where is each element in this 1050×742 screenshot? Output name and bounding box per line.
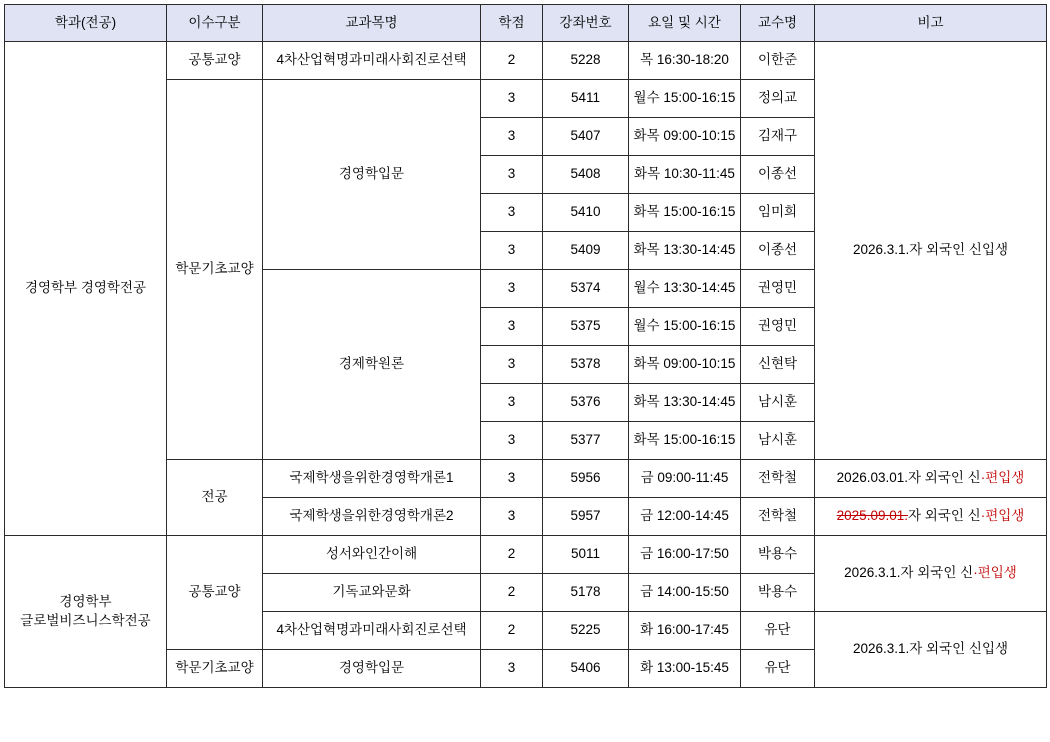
cell-professor: 박용수 [741, 574, 815, 612]
cell-credit: 3 [481, 156, 543, 194]
cell-note-global-freshman: 2026.3.1.자 외국인 신입생 [815, 612, 1047, 688]
cell-note-transfer-2 [815, 498, 1047, 536]
cell-credit: 2 [481, 574, 543, 612]
note-separator-dot: · [980, 508, 986, 524]
cell-professor: 전학철 [741, 460, 815, 498]
table-header [5, 5, 1047, 42]
cell-class-number: 5408 [543, 156, 629, 194]
cell-professor: 신현탁 [741, 346, 815, 384]
cell-professor: 유단 [741, 650, 815, 688]
cell-credit: 3 [481, 308, 543, 346]
note-transfer-1-suffix: 편입생 [985, 470, 1025, 486]
cell-note-transfer-1 [815, 460, 1047, 498]
cell-day-time: 금 12:00-14:45 [629, 498, 741, 536]
cell-class-number: 5011 [543, 536, 629, 574]
note-global-transfer-suffix: 편입생 [977, 565, 1017, 581]
table-body [5, 42, 1047, 688]
cell-day-time: 화목 13:30-14:45 [629, 384, 741, 422]
department-line-1: 경영학부 [59, 594, 112, 610]
cell-credit: 3 [481, 346, 543, 384]
cell-course-type: 공통교양 [167, 42, 263, 80]
cell-professor: 권영민 [741, 270, 815, 308]
cell-day-time: 월수 13:30-14:45 [629, 270, 741, 308]
column-header-professor: 교수명 [741, 5, 815, 42]
note-separator-dot: · [980, 470, 986, 486]
cell-day-time: 월수 15:00-16:15 [629, 308, 741, 346]
cell-course-name: 경제학원론 [263, 270, 481, 460]
table-header-row [5, 5, 1047, 42]
cell-credit: 3 [481, 460, 543, 498]
cell-course-name: 국제학생을위한경영학개론1 [263, 460, 481, 498]
cell-class-number: 5376 [543, 384, 629, 422]
cell-credit: 3 [481, 422, 543, 460]
cell-department [5, 536, 167, 688]
cell-professor: 임미희 [741, 194, 815, 232]
column-header-class-number: 강좌번호 [543, 5, 629, 42]
cell-day-time: 화목 09:00-10:15 [629, 346, 741, 384]
cell-day-time: 금 16:00-17:50 [629, 536, 741, 574]
cell-professor: 남시훈 [741, 422, 815, 460]
cell-class-number: 5228 [543, 42, 629, 80]
cell-course-type: 학문기초교양 [167, 80, 263, 460]
cell-course-type: 전공 [167, 460, 263, 536]
cell-course-name: 경영학입문 [263, 650, 481, 688]
cell-class-number: 5378 [543, 346, 629, 384]
cell-class-number: 5406 [543, 650, 629, 688]
cell-note-foreign-freshman: 2026.3.1.자 외국인 신입생 [815, 42, 1047, 460]
note-transfer-1-prefix: 2026.03.01.자 외국인 신 [836, 470, 981, 486]
cell-professor: 박용수 [741, 536, 815, 574]
cell-department: 경영학부 경영학전공 [5, 42, 167, 536]
cell-day-time: 화목 10:30-11:45 [629, 156, 741, 194]
cell-class-number: 5409 [543, 232, 629, 270]
cell-professor: 김재구 [741, 118, 815, 156]
cell-class-number: 5957 [543, 498, 629, 536]
column-header-credit: 학점 [481, 5, 543, 42]
cell-day-time: 화 13:00-15:45 [629, 650, 741, 688]
cell-credit: 3 [481, 232, 543, 270]
note-global-transfer-prefix: 2026.3.1.자 외국인 신 [844, 565, 974, 581]
cell-credit: 3 [481, 118, 543, 156]
note-transfer-2-suffix: 편입생 [985, 508, 1025, 524]
cell-class-number: 5956 [543, 460, 629, 498]
cell-professor: 유단 [741, 612, 815, 650]
cell-day-time: 월수 15:00-16:15 [629, 80, 741, 118]
note-separator-dot: · [973, 565, 978, 581]
cell-day-time: 금 09:00-11:45 [629, 460, 741, 498]
cell-professor: 이종선 [741, 232, 815, 270]
column-header-department: 학과(전공) [5, 5, 167, 42]
cell-day-time: 화목 13:30-14:45 [629, 232, 741, 270]
cell-professor: 정의교 [741, 80, 815, 118]
column-header-note: 비고 [815, 5, 1047, 42]
cell-day-time: 화목 15:00-16:15 [629, 422, 741, 460]
cell-credit: 3 [481, 498, 543, 536]
cell-professor: 이종선 [741, 156, 815, 194]
cell-credit: 2 [481, 612, 543, 650]
cell-credit: 3 [481, 650, 543, 688]
cell-course-name: 경영학입문 [263, 80, 481, 270]
cell-class-number: 5374 [543, 270, 629, 308]
cell-course-name: 4차산업혁명과미래사회진로선택 [263, 42, 481, 80]
cell-day-time: 화목 09:00-10:15 [629, 118, 741, 156]
cell-day-time: 금 14:00-15:50 [629, 574, 741, 612]
cell-course-name: 기독교와문화 [263, 574, 481, 612]
column-header-course-type: 이수구분 [167, 5, 263, 42]
cell-class-number: 5407 [543, 118, 629, 156]
note-transfer-2-strikethrough-date: 2025.09.01. [836, 508, 908, 524]
cell-class-number: 5411 [543, 80, 629, 118]
cell-class-number: 5377 [543, 422, 629, 460]
column-header-course-name: 교과목명 [263, 5, 481, 42]
cell-professor: 남시훈 [741, 384, 815, 422]
cell-class-number: 5375 [543, 308, 629, 346]
cell-credit: 3 [481, 384, 543, 422]
note-transfer-2-mid: 자 외국인 신 [907, 508, 981, 524]
cell-course-name: 성서와인간이해 [263, 536, 481, 574]
table-row [5, 536, 1047, 574]
department-line-2: 글로벌비즈니스학전공 [20, 612, 151, 628]
cell-credit: 3 [481, 270, 543, 308]
cell-course-type: 공통교양 [167, 536, 263, 650]
course-schedule-table [4, 4, 1047, 688]
cell-day-time: 화 16:00-17:45 [629, 612, 741, 650]
cell-course-type: 학문기초교양 [167, 650, 263, 688]
cell-day-time: 목 16:30-18:20 [629, 42, 741, 80]
cell-credit: 2 [481, 42, 543, 80]
cell-professor: 권영민 [741, 308, 815, 346]
cell-course-name: 국제학생을위한경영학개론2 [263, 498, 481, 536]
cell-credit: 3 [481, 194, 543, 232]
cell-course-name: 4차산업혁명과미래사회진로선택 [263, 612, 481, 650]
table-row [5, 42, 1047, 80]
cell-note-global-transfer [815, 536, 1047, 612]
column-header-day-time: 요일 및 시간 [629, 5, 741, 42]
cell-credit: 2 [481, 536, 543, 574]
cell-professor: 전학철 [741, 498, 815, 536]
cell-class-number: 5225 [543, 612, 629, 650]
cell-credit: 3 [481, 80, 543, 118]
cell-class-number: 5410 [543, 194, 629, 232]
cell-professor: 이한준 [741, 42, 815, 80]
cell-day-time: 화목 15:00-16:15 [629, 194, 741, 232]
cell-class-number: 5178 [543, 574, 629, 612]
course-schedule-sheet [4, 4, 1046, 688]
